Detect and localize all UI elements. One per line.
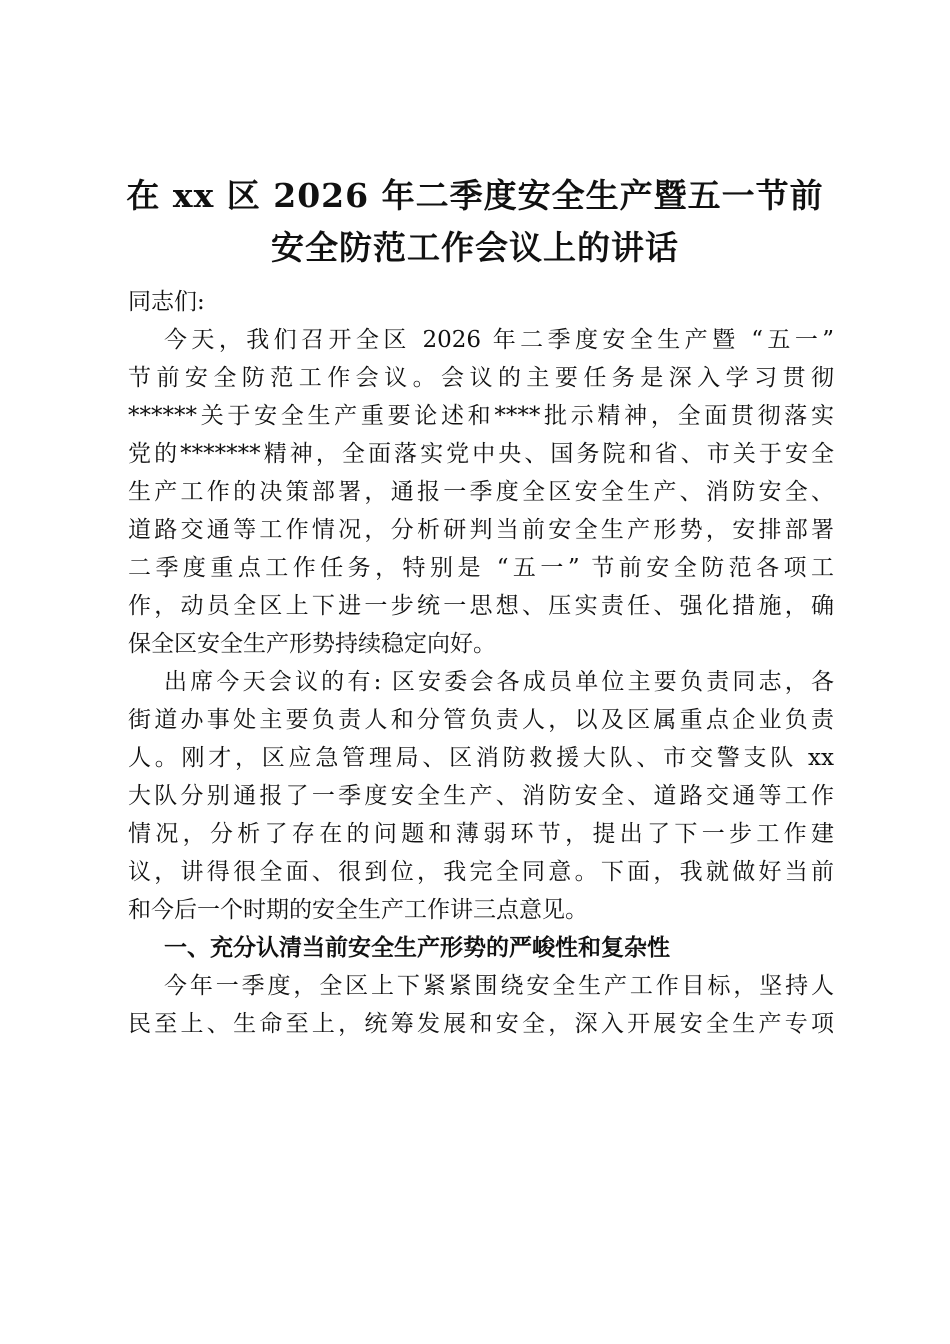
paragraph-line: 人。刚才，区应急管理局、区消防救援大队、市交警支队 xx: [128, 745, 834, 771]
paragraph-line: 出席今天会议的有: 区安委会各成员单位主要负责同志，各: [164, 669, 834, 695]
paragraph-opening: [128, 321, 834, 663]
paragraph-line: 情况，分析了存在的问题和薄弱环节，提出了下一步工作建: [128, 821, 834, 847]
section-heading-1: 一、充分认清当前安全生产形势的严峻性和复杂性: [164, 934, 670, 961]
paragraph-line: 今年一季度，全区上下紧紧围绕安全生产工作目标，坚持人: [164, 973, 834, 999]
paragraph-line: 生产工作的决策部署，通报一季度全区安全生产、消防安全、: [128, 479, 834, 505]
paragraph-line: 议，讲得很全面、很到位，我完全同意。下面，我就做好当前: [128, 859, 834, 885]
paragraph-line: 民至上、生命至上，统筹发展和安全，深入开展安全生产专项: [128, 1011, 834, 1037]
paragraph-line: 今天，我们召开全区 2026 年二季度安全生产暨 “五一”: [164, 327, 834, 353]
document-body: [128, 283, 834, 1043]
paragraph-line: 作，动员全区上下进一步统一思想、压实责任、强化措施，确: [128, 593, 834, 619]
paragraph-line: 道路交通等工作情况，分析研判当前安全生产形势，安排部署: [128, 517, 834, 543]
paragraph-line: 和今后一个时期的安全生产工作讲三点意见。: [128, 897, 588, 923]
salutation: 同志们:: [128, 289, 205, 315]
paragraph-line: 二季度重点工作任务，特别是 “五一” 节前安全防范各项工: [128, 555, 834, 581]
paragraph-line: 党的*******精神，全面落实党中央、国务院和省、市关于安全: [128, 441, 834, 467]
paragraph-line: ******关于安全生产重要论述和****批示精神，全面贯彻落实: [128, 403, 834, 429]
paragraph-line: 节前安全防范工作会议。会议的主要任务是深入学习贯彻: [128, 365, 834, 391]
paragraph-line: 街道办事处主要负责人和分管负责人，以及区属重点企业负责: [128, 707, 834, 733]
title-line-1: 在 xx 区 2026 年二季度安全生产暨五一节前: [126, 176, 824, 215]
paragraph-attendees: [128, 663, 834, 929]
title-line-2: 安全防范工作会议上的讲话: [271, 228, 679, 267]
paragraph-section-1: [128, 967, 834, 1043]
paragraph-line: 大队分别通报了一季度安全生产、消防安全、道路交通等工作: [128, 783, 834, 809]
document-title: [110, 170, 840, 274]
paragraph-line: 保全区安全生产形势持续稳定向好。: [128, 631, 496, 657]
